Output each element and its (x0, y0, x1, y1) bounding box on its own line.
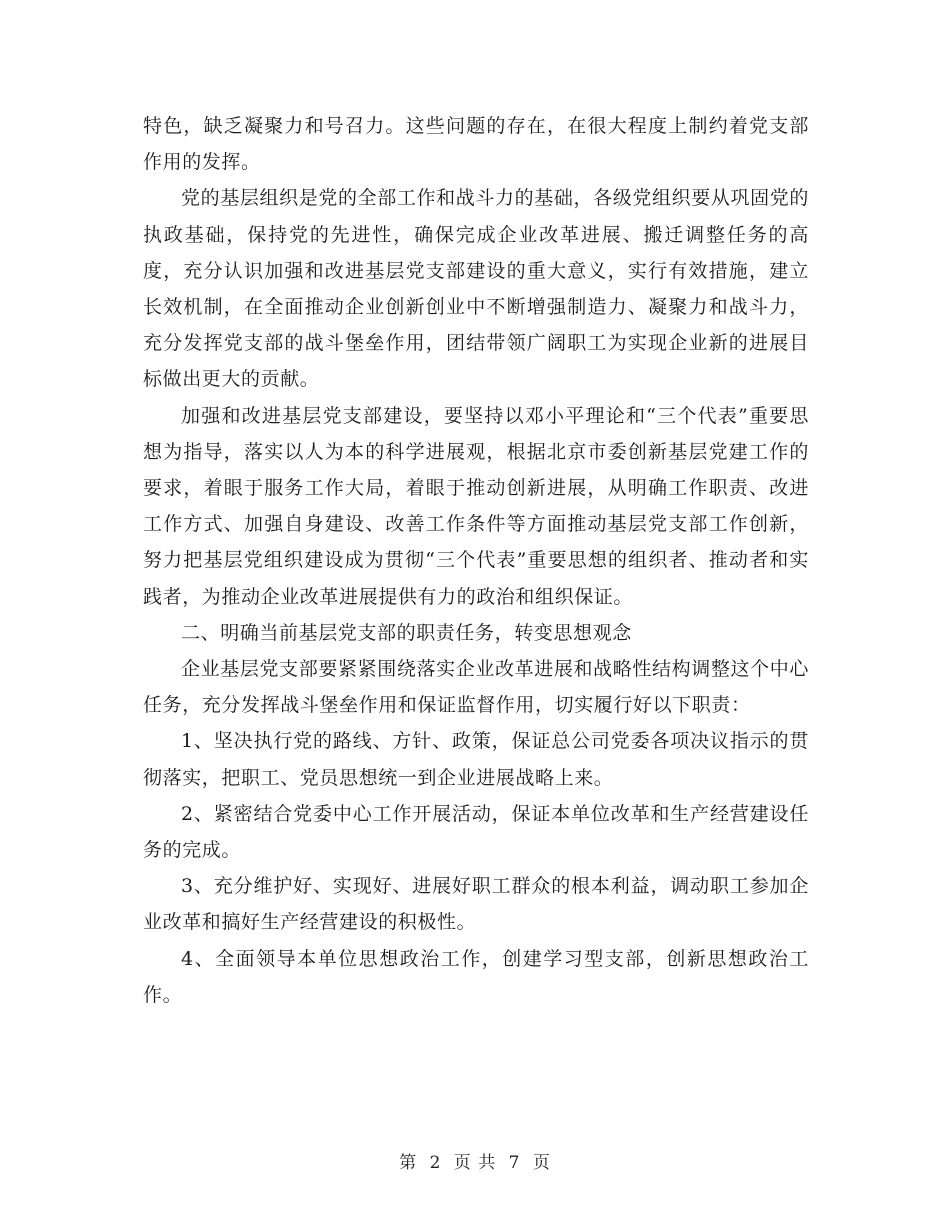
footer-page-total: 7 (508, 1153, 521, 1173)
list-item-3: 3、充分维护好、实现好、进展好职工群众的根本利益，调动职工参加企业改革和搞好生产经营建设的积极性。 (143, 875, 809, 934)
footer-middle: 页 共 (453, 1153, 497, 1173)
list-item-1: 1、坚决执行党的路线、方针、政策，保证总公司党委各项决议指示的贯彻落实，把职工、党员思想统一到企业进展战略上来。 (143, 730, 809, 789)
footer-page-number: 2 (429, 1153, 442, 1173)
paragraph-3: 加强和改进基层党支部建设，要坚持以邓小平理论和“三个代表”重要思想为指导，落实以人为本的科学进展观，根据北京市委创新基层党建工作的要求，着眼于服务工作大局，着眼于推动创新进展，从明确工作职责、改进工作方式、加强自身建设、改善工作条件等方面推动基层党支部工作创新，努力把基层党组织建设成为贯彻“三个代表”重要思想的组织者、推动者和实践者，为推动企业改革进展提供有力的政治和组织保证。 (143, 404, 809, 608)
footer-suffix: 页 (532, 1153, 551, 1173)
document-body (143, 108, 809, 1013)
page-footer (0, 1148, 950, 1173)
section-heading: 二、明确当前基层党支部的职责任务，转变思想观念 (181, 621, 632, 644)
list-item-4: 4、全面领导本单位思想政治工作，创建学习型支部，创新思想政治工作。 (143, 947, 809, 1006)
paragraph-1: 特色，缺乏凝聚力和号召力。这些问题的存在，在很大程度上制约着党支部作用的发挥。 (143, 115, 809, 174)
footer-prefix: 第 (399, 1153, 418, 1173)
list-item-2: 2、紧密结合党委中心工作开展活动，保证本单位改革和生产经营建设任务的完成。 (143, 802, 809, 862)
paragraph-2: 党的基层组织是党的全部工作和战斗力的基础，各级党组织要从巩固党的执政基础，保持党的先进性，确保完成企业改革进展、搬迁调整任务的高度，充分认识加强和改进基层党支部建设的重大意义，实行有效措施，建立长效机制，在全面推动企业创新创业中不断增强制造力、凝聚力和战斗力，充分发挥党支部的战斗堡垒作用，团结带领广阔职工为实现企业新的进展目标做出更大的贡献。 (143, 187, 809, 391)
paragraph-5: 企业基层党支部要紧紧围绕落实企业改革进展和战略性结构调整这个中心任务，充分发挥战斗堡垒作用和保证监督作用，切实履行好以下职责： (143, 658, 809, 717)
